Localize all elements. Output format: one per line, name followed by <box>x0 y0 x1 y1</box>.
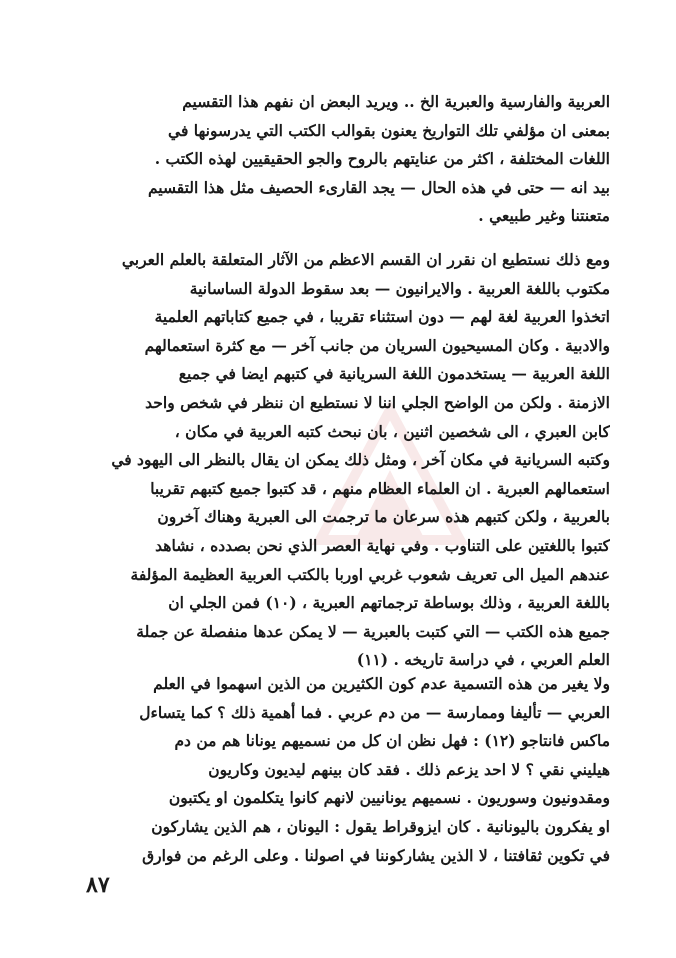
text-line: ومقدونيون وسوريون . نسميهم يونانيين لانهم كانوا يتكلمون او يكتبون <box>168 788 610 808</box>
text-line: اللغة العربية — يستخدمون اللغة السريانية في كتبهم ايضا في جميع <box>178 364 610 384</box>
text-line: في تكوين ثقافتنا ، لا الذين يشاركوننا في اصولنا . وعلى الرغم من فوارق <box>142 845 610 865</box>
page-number: ٨٧ <box>86 872 110 898</box>
text-line: بيد انه — حتى في هذه الحال — يجد القارىء الحصيف مثل هذا التقسيم <box>147 177 610 197</box>
text-line: او يفكرون باليونانية . كان ايزوقراط يقول : اليونان ، هم الذين يشاركون <box>151 816 610 836</box>
text-line: بالعربية ، ولكن كتبهم هذه سرعان ما ترجمت الى العبرية وهناك آخرون <box>157 507 610 527</box>
text-line: العلم العربي ، في دراسة تاريخه . (١١) <box>356 650 610 670</box>
text-line: استعمالهم العبرية . ان العلماء العظام منهم ، قد كتبوا جميع كتبهم تقريبا <box>150 478 610 498</box>
text-line: والادبية . وكان المسيحيون السريان من جانب آخر — مع كثرة استعمالهم <box>144 335 610 355</box>
paragraph-1 <box>82 88 610 231</box>
text-line: كابن العبري ، الى شخصين اثنين ، بان نبحث كتبه العربية في مكان ، <box>174 421 610 441</box>
text-line: ولا يغير من هذه التسمية عدم كون الكثيرين من الذين اسهموا في العلم <box>153 674 610 693</box>
paragraph-3 <box>82 670 610 870</box>
text-line: العربية والفارسية والعبرية الخ .. ويريد البعض ان نفهم هذا التقسيم <box>182 92 610 111</box>
text-line: جميع هذه الكتب — التي كتبت بالعبرية — لا يمكن عدها منفصلة عن جملة <box>136 621 610 641</box>
text-line: اتخذوا العربية لغة لهم — دون استثناء تقريبا ، في جميع كتاباتهم العلمية <box>154 307 610 327</box>
text-line: اللغات المختلفة ، اكثر من عنايتهم بالروح والجو الحقيقيين لهذه الكتب . <box>154 149 610 169</box>
text-line: عندهم الميل الى تعريف شعوب غربي اوربا بالكتب العربية العظيمة المؤلفة <box>130 564 610 584</box>
text-line: مكتوب باللغة العربية . والايرانيون — بعد سقوط الدولة الساسانية <box>189 278 610 298</box>
text-line: متعنتنا وغير طبيعي . <box>478 206 610 226</box>
text-line: باللغة العربية ، وذلك بوساطة ترجماتهم العبرية ، (١٠) فمن الجلي ان <box>168 593 610 613</box>
text-line: ومع ذلك نستطيع ان نقرر ان القسم الاعظم من الآثار المتعلقة بالعلم العربي <box>121 250 610 269</box>
text-line: العربي — تأليفا وممارسة — من دم عربي . فما أهمية ذلك ؟ كما يتساءل <box>139 702 610 722</box>
text-line: بمعنى ان مؤلفي تلك التواريخ يعنون بقوالب الكتب التي يدرسونها في <box>168 120 610 140</box>
text-line: وكتبه السريانية في مكان آخر ، ومثل ذلك يمكن ان يقال بالنظر الى اليهود في <box>111 450 610 470</box>
text-line: ماكس فانتاجو (١٢) : فهل نظن ان كل من نسميهم يونانا هم من دم <box>174 731 610 751</box>
text-line: الازمنة . ولكن من الواضح الجلي اننا لا نستطيع ان ننظر في شخص واحد <box>145 392 610 412</box>
text-line: هيليني نقي ؟ لا احد يزعم ذلك . فقد كان بينهم ليديون وكاريون <box>208 759 610 779</box>
paragraph-2 <box>82 246 610 675</box>
text-line: كتبوا باللغتين على التناوب . وفي نهاية العصر الذي نحن بصدده ، نشاهد <box>155 535 610 555</box>
